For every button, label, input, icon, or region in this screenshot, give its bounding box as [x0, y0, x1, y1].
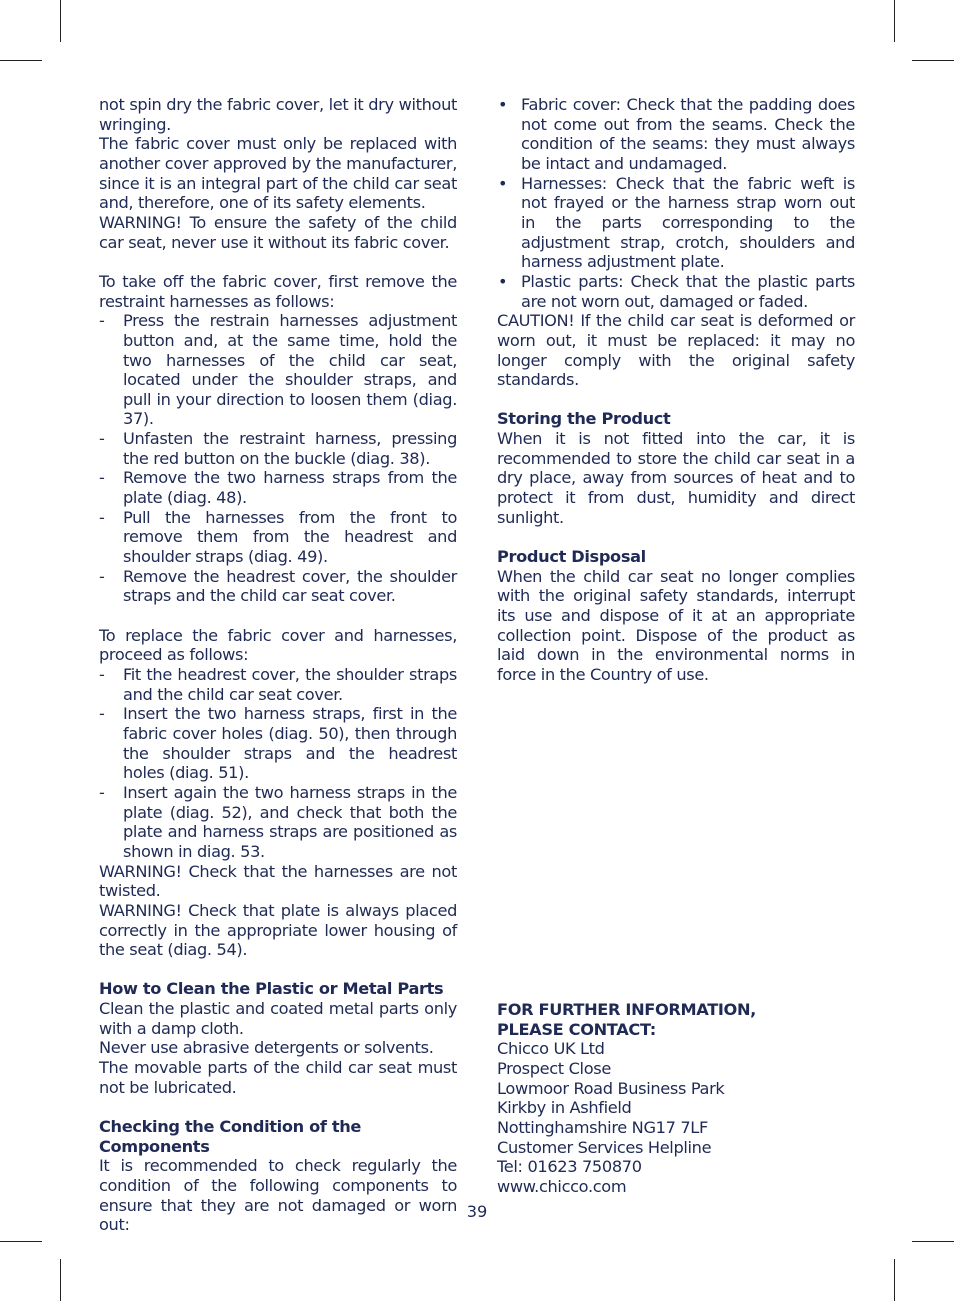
bullet-marker: • — [498, 271, 508, 291]
dash-marker: - — [99, 566, 105, 586]
caution-paragraph: CAUTION! If the child car seat is deformed or worn out, it must be replaced: it may no longer comply with the original safety standards. — [497, 311, 855, 390]
dash-marker: - — [99, 468, 105, 488]
crop-mark-bottom-right-v — [894, 1259, 895, 1301]
intro-warning: WARNING! To ensure the safety of the child car seat, never use it without its fabric cover. — [99, 212, 457, 252]
check-bullet — [497, 174, 855, 272]
storing-paragraph: When it is not fitted into the car, it is recommended to store the child car seat in a dry place, away from sources of heat and to protect it from dust, humidity and direct sunlight. — [497, 429, 855, 527]
dash-marker: - — [99, 782, 105, 802]
disposal-heading: Product Disposal — [497, 547, 646, 567]
remove-step-text: Press the restrain harnesses adjustment button and, at the same time, hold the two harnesses of the child car seat, located under the shoulder straps, and pull in your direction to loosen them (diag. 37). — [123, 311, 457, 429]
clean-paragraph: Clean the plastic and coated metal parts only with a damp cloth. — [99, 999, 457, 1038]
bullet-marker: • — [498, 173, 508, 193]
check-heading-line-1: Checking the Condition of the — [99, 1117, 362, 1137]
crop-mark-bottom-right-h — [912, 1241, 954, 1242]
clean-paragraph: The movable parts of the child car seat must not be lubricated. — [99, 1058, 457, 1097]
crop-mark-top-left-h — [0, 60, 42, 61]
replace-step — [99, 665, 457, 704]
replace-step-text: Insert the two harness straps, first in the fabric cover holes (diag. 50), then through the shoulder straps and the headrest holes (diag. 51). — [123, 704, 457, 783]
contact-address-line: Kirkby in Ashfield — [497, 1098, 632, 1118]
check-bullet-text: Harnesses: Check that the fabric weft is not frayed or the harness strap worn out in the parts corresponding to the adjustment strap, crotch, shoulders and harness adjustment plate. — [521, 173, 855, 272]
crop-mark-top-right-h — [912, 60, 954, 61]
contact-helpline-label: Customer Services Helpline — [497, 1137, 712, 1157]
contact-address-line: Prospect Close — [497, 1058, 611, 1078]
replace-step — [99, 704, 457, 783]
left-column — [99, 95, 457, 1235]
contact-website: www.chicco.com — [497, 1176, 627, 1196]
replace-cover-intro: To replace the fabric cover and harnesses, proceed as follows: — [99, 625, 457, 665]
contact-company: Chicco UK Ltd — [497, 1039, 605, 1059]
dash-marker: - — [99, 704, 105, 724]
dash-marker: - — [99, 665, 105, 684]
contact-telephone: Tel: 01623 750870 — [497, 1157, 642, 1177]
intro-paragraph: not spin dry the fabric cover, let it dry without wringing. — [99, 95, 457, 134]
remove-step-text: Remove the headrest cover, the shoulder straps and the child car seat cover. — [123, 566, 457, 606]
remove-cover-intro: To take off the fabric cover, first remove the restraint harnesses as follows: — [99, 271, 457, 311]
crop-mark-bottom-left-h — [0, 1241, 42, 1242]
right-column — [497, 95, 855, 685]
storing-heading: Storing the Product — [497, 409, 671, 429]
check-bullet — [497, 95, 855, 174]
check-bullet — [497, 272, 855, 311]
disposal-paragraph: When the child car seat no longer complies with the original safety standards, interrupt its use and dispose of it at an appropriate collection point. Dispose of the product as laid down in the environmental norms in force in the Country of use. — [497, 566, 855, 684]
replace-step-text: Fit the headrest cover, the shoulder straps and the child car seat cover. — [123, 665, 457, 704]
contact-heading-line-2: PLEASE CONTACT: — [497, 1019, 656, 1039]
harness-warning: WARNING! Check that the harnesses are not twisted. — [99, 861, 457, 901]
remove-step — [99, 429, 457, 468]
remove-step — [99, 311, 457, 429]
dash-marker: - — [99, 429, 105, 449]
remove-step-text: Remove the two harness straps from the plate (diag. 48). — [123, 468, 457, 508]
check-paragraph: It is recommended to check regularly the condition of the following components to ensure that they are not damaged or worn out: — [99, 1156, 457, 1235]
check-heading-line-2: Components — [99, 1136, 210, 1156]
contact-address-line: Nottinghamshire NG17 7LF — [497, 1117, 708, 1137]
crop-mark-top-right-v — [894, 0, 895, 42]
replace-step-text: Insert again the two harness straps in the plate (diag. 52), and check that both the plate and harness straps are positioned as shown in diag. 53. — [123, 782, 457, 861]
contact-block — [497, 1000, 855, 1197]
remove-step — [99, 468, 457, 507]
check-bullet-text: Fabric cover: Check that the padding does not come out from the seams. Check the condition of the seams: they must always be intact and undamaged. — [521, 95, 855, 173]
dash-marker: - — [99, 507, 105, 527]
remove-step-text: Unfasten the restraint harness, pressing the red button on the buckle (diag. 38). — [123, 429, 457, 468]
remove-step — [99, 508, 457, 567]
dash-marker: - — [99, 311, 105, 331]
replace-step — [99, 783, 457, 862]
check-bullet-text: Plastic parts: Check that the plastic parts are not worn out, damaged or faded. — [521, 271, 855, 311]
clean-heading: How to Clean the Plastic or Metal Parts — [99, 979, 444, 999]
contact-address-line: Lowmoor Road Business Park — [497, 1078, 725, 1098]
remove-step — [99, 567, 457, 606]
bullet-marker: • — [498, 95, 508, 114]
crop-mark-top-left-v — [60, 0, 61, 42]
plate-warning: WARNING! Check that plate is always placed correctly in the appropriate lower housing of the seat (diag. 54). — [99, 900, 457, 960]
page-number: 39 — [466, 1202, 488, 1221]
remove-step-text: Pull the harnesses from the front to remove them from the headrest and shoulder straps (diag. 49). — [123, 507, 457, 567]
clean-paragraph: Never use abrasive detergents or solvents. — [99, 1038, 434, 1058]
intro-paragraph: The fabric cover must only be replaced with another cover approved by the manufacturer, since it is an integral part of the child car seat and, therefore, one of its safety elements. — [99, 134, 457, 213]
crop-mark-bottom-left-v — [60, 1259, 61, 1301]
contact-heading-line-1: FOR FURTHER INFORMATION, — [497, 1000, 756, 1019]
